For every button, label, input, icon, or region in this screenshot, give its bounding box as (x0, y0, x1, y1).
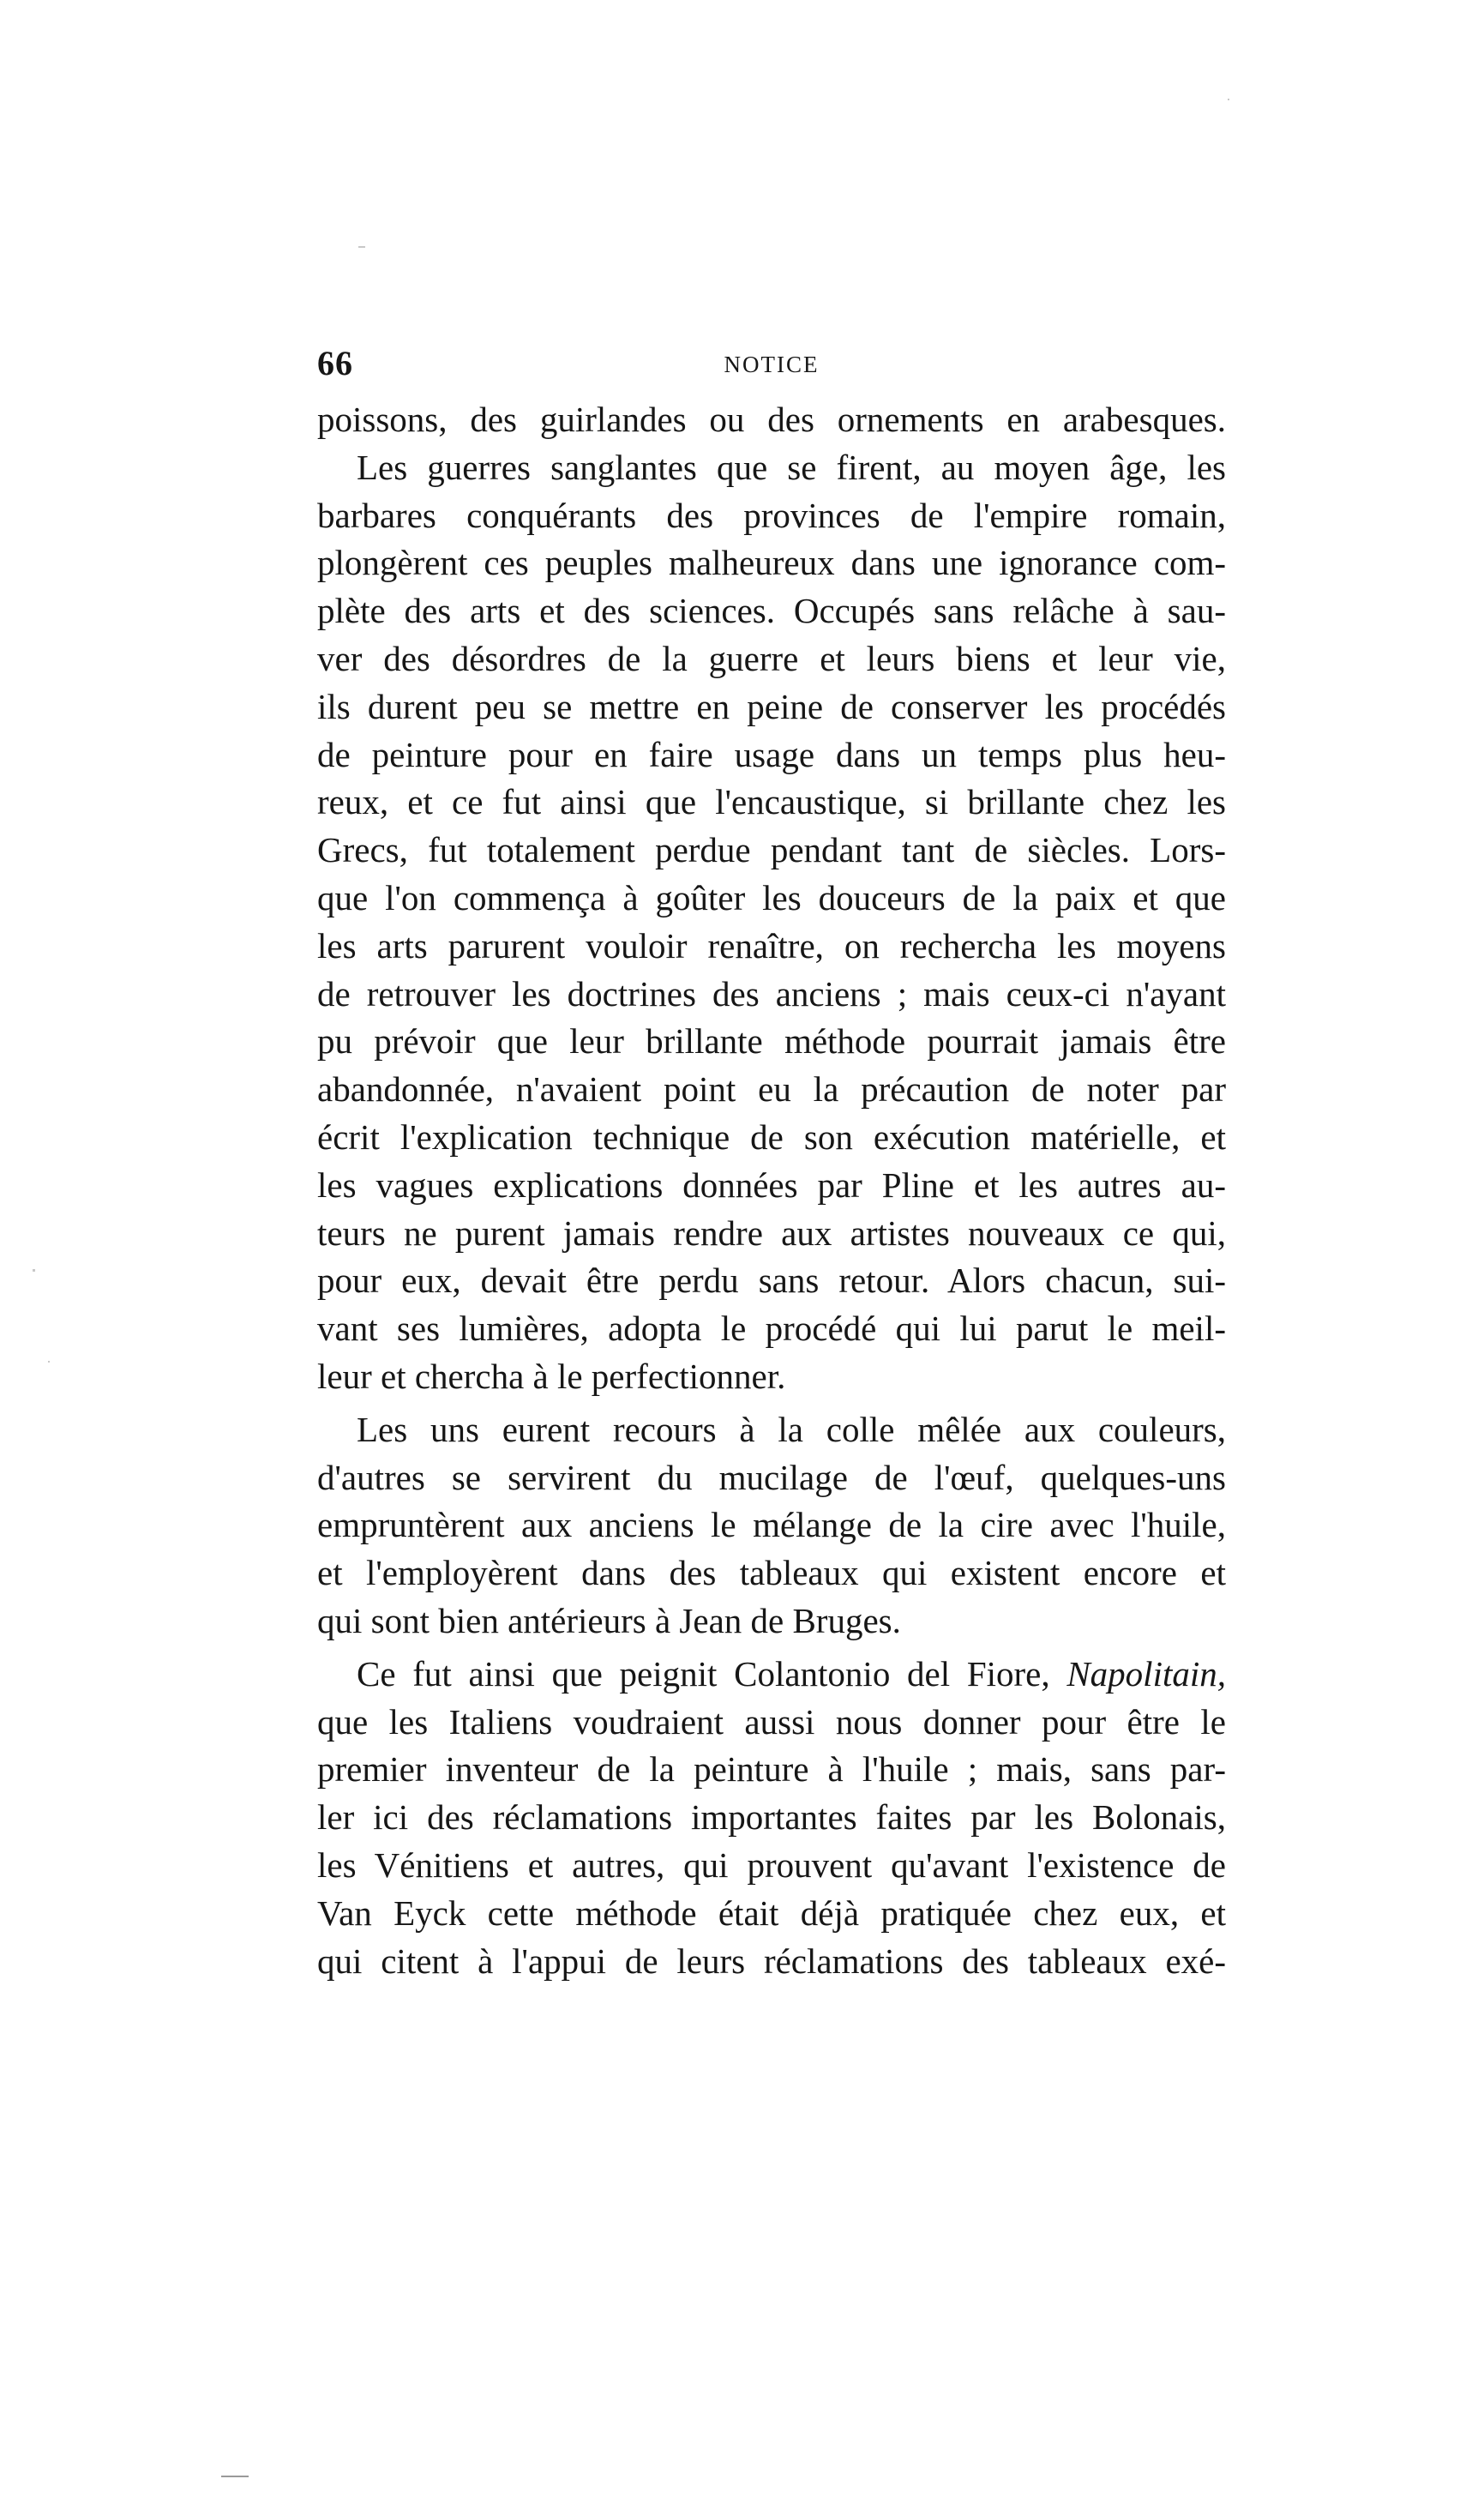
text-line: les vagues explications données par Pline et les autres au- (317, 1164, 1226, 1205)
text-line: que les Italiens voudraient aussi nous donner pour être le (317, 1701, 1226, 1742)
text-line: Grecs, fut totalement perdue pendant tant de siècles. Lors- (317, 830, 1226, 870)
page-number: 66 (317, 344, 353, 382)
text-line: que l'on commença à goûter les douceurs de la paix et que (317, 877, 1226, 918)
text-line: ver des désordres de la guerre et leurs biens et leur vie, (317, 638, 1226, 678)
text-line: poissons, des guirlandes ou des ornements en arabesques. (317, 400, 1226, 439)
text-line: Les guerres sanglantes que se firent, au moyen âge, les (357, 447, 1226, 487)
text-line: écrit l'explication technique de son exécution matérielle, et (317, 1116, 1226, 1157)
text-line: les Vénitiens et autres, qui prouvent qu'avant l'existence de (317, 1844, 1226, 1885)
text-line: barbares conquérants des provinces de l'empire romain, (317, 495, 1226, 535)
text-line: pu prévoir que leur brillante méthode pourrait jamais être (317, 1021, 1226, 1062)
text-line: pour eux, devait être perdu sans retour. Alors chacun, sui- (317, 1261, 1226, 1301)
scan-speck (48, 1361, 50, 1363)
running-head: NOTICE (724, 352, 820, 377)
scan-speck (221, 2476, 249, 2477)
text-line: vant ses lumières, adopta le procédé qui lui parut le meil- (317, 1309, 1226, 1349)
text-line: qui sont bien antérieurs à Jean de Bruges. (317, 1600, 901, 1640)
text-segment: Ce fut ainsi que peignit Colantonio del Fiore, (357, 1653, 1050, 1694)
page-header (317, 343, 1226, 403)
text-line: abandonnée, n'avaient point eu la précaution de noter par (317, 1069, 1226, 1110)
text-line (317, 1651, 1226, 1699)
text-line: plète des arts et des sciences. Occupés sans relâche à sau- (317, 591, 1226, 631)
text-line: et l'employèrent dans des tableaux qui existent encore et (317, 1553, 1226, 1593)
scan-speck (358, 246, 365, 248)
text-line: de peinture pour en faire usage dans un temps plus heu- (317, 734, 1226, 774)
text-line: ils durent peu se mettre en peine de conserver les procédés (317, 686, 1226, 726)
text-line: teurs ne purent jamais rendre aux artistes nouveaux ce qui, (317, 1212, 1226, 1253)
text-line: de retrouver les doctrines des anciens ; mais ceux-ci n'ayant (317, 973, 1226, 1014)
text-line: Les uns eurent recours à la colle mêlée aux couleurs, (357, 1409, 1226, 1449)
scan-speck (33, 1269, 35, 1272)
italic-word: Napolitain, (1066, 1653, 1226, 1694)
text-line: plongèrent ces peuples malheureux dans une ignorance com- (317, 543, 1226, 583)
text-line: reux, et ce fut ainsi que l'encaustique, si brillante chez les (317, 782, 1226, 822)
text-line: empruntèrent aux anciens le mélange de la cire avec l'huile, (317, 1505, 1226, 1545)
scan-speck (1228, 99, 1229, 100)
text-line: ler ici des réclamations importantes faites par les Bolonais, (317, 1797, 1226, 1838)
body-text (317, 396, 1226, 1985)
text-line: qui citent à l'appui de leurs réclamations des tableaux exé- (317, 1940, 1226, 1981)
text-line: leur et chercha à le perfectionner. (317, 1356, 786, 1396)
text-line: les arts parurent vouloir renaître, on rechercha les moyens (317, 925, 1226, 966)
text-line: premier inventeur de la peinture à l'huile ; mais, sans par- (317, 1749, 1226, 1790)
text-line: d'autres se servirent du mucilage de l'œuf, quelques-uns (317, 1457, 1226, 1497)
text-line: Van Eyck cette méthode était déjà pratiquée chez eux, et (317, 1892, 1226, 1933)
